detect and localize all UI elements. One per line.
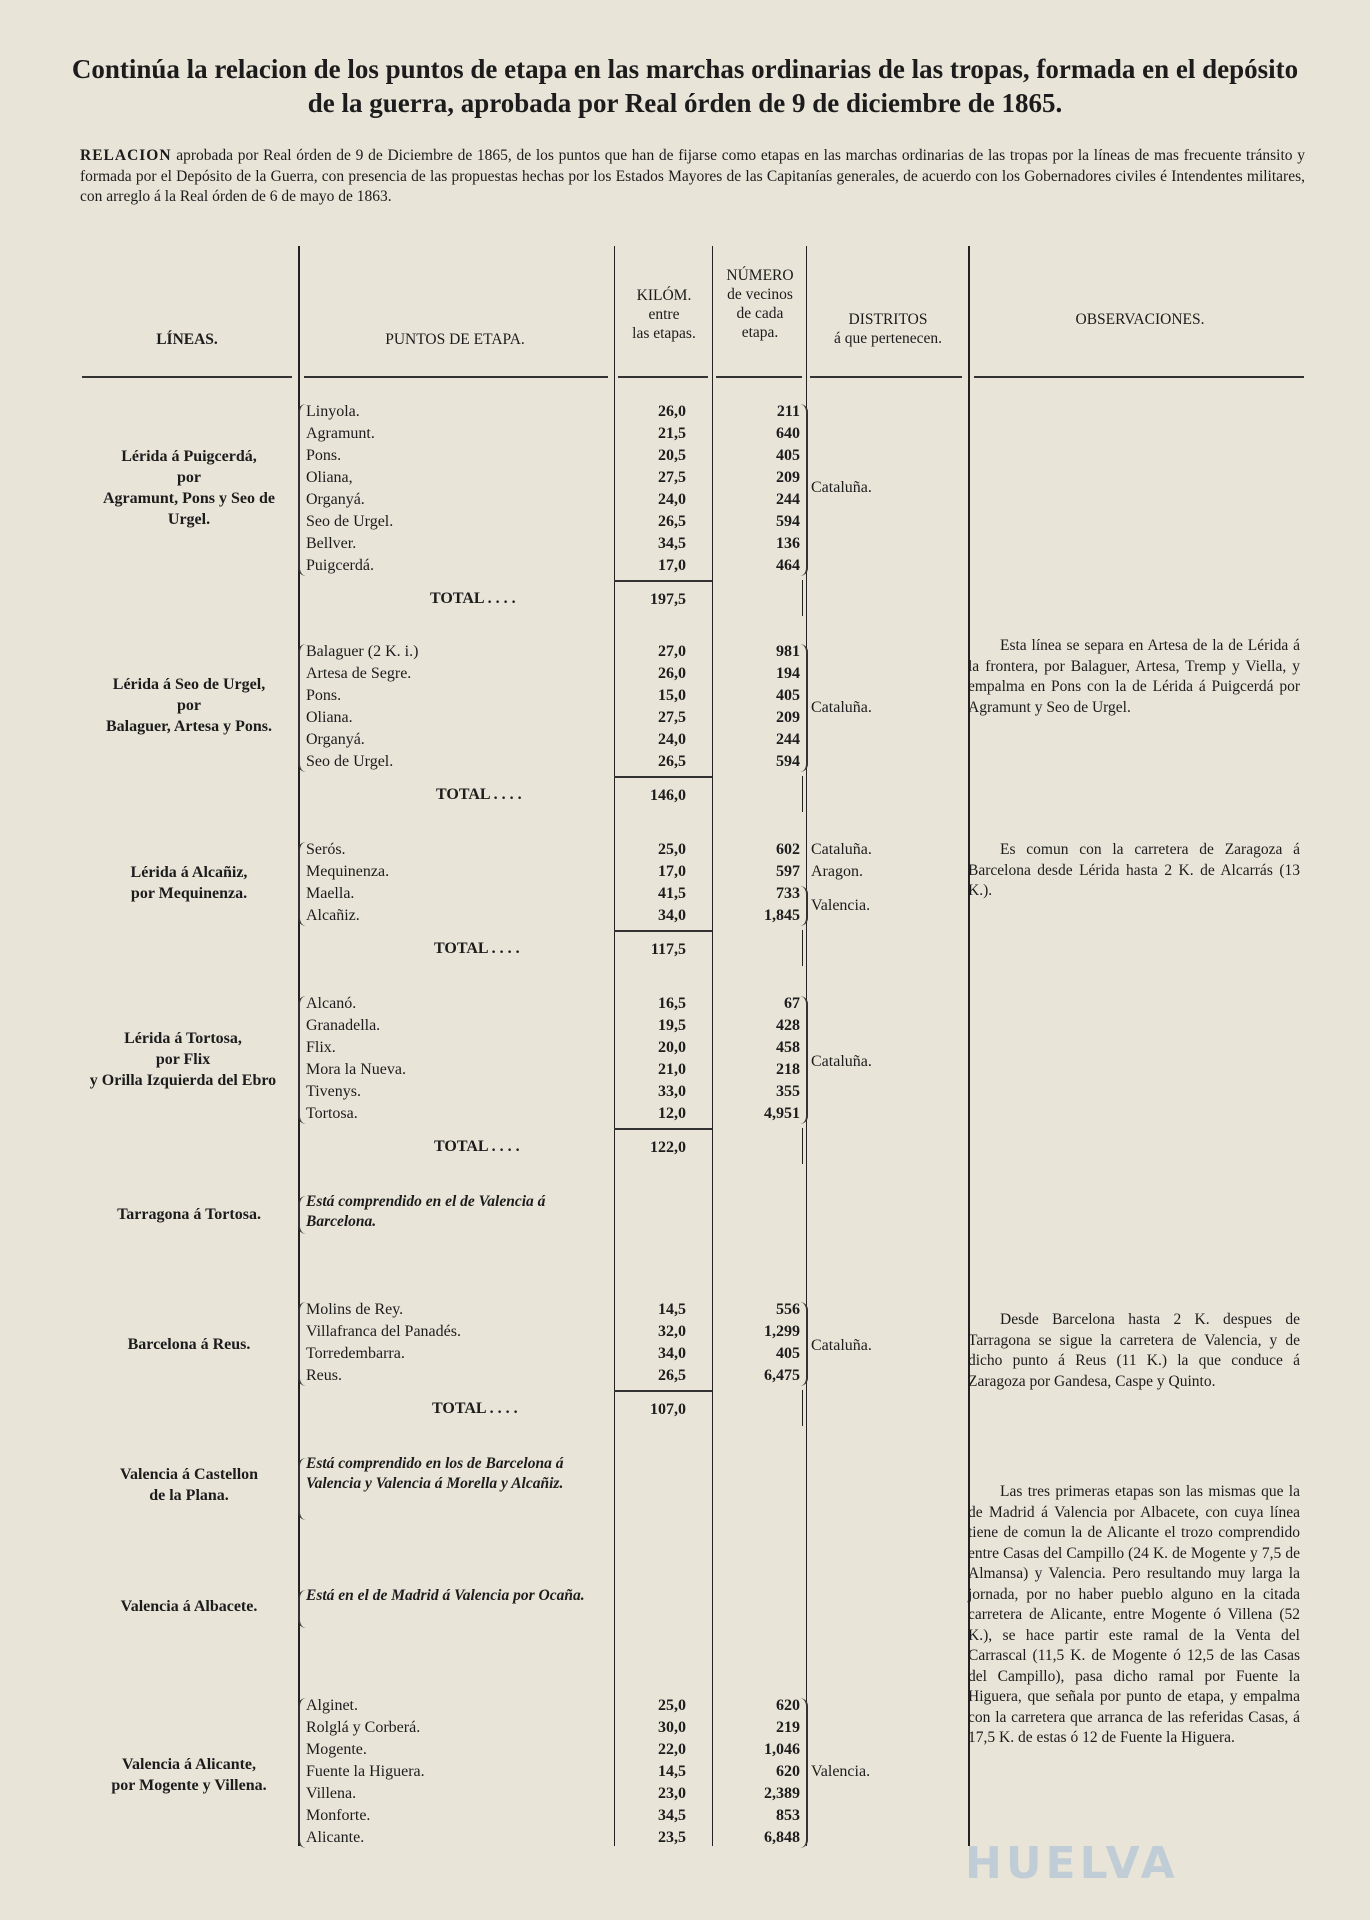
note: Está comprendido en el de Valencia á Barcelona. bbox=[306, 1193, 546, 1230]
km-value: 32,0 bbox=[658, 1323, 686, 1340]
km-value: 20,0 bbox=[658, 1039, 686, 1056]
km-value: 26,5 bbox=[658, 1367, 686, 1384]
vecinos-value: 209 bbox=[776, 709, 800, 726]
brace bbox=[298, 1196, 306, 1234]
km-value: 14,5 bbox=[658, 1301, 686, 1318]
vecinos-value: 6,475 bbox=[764, 1367, 800, 1384]
brace bbox=[298, 1302, 306, 1386]
district: Cataluña. bbox=[811, 479, 872, 496]
col-rule-2 bbox=[614, 246, 615, 1846]
stage-point: Linyola. bbox=[306, 403, 360, 420]
km-value: 12,0 bbox=[658, 1105, 686, 1122]
total-box-rule bbox=[802, 930, 803, 966]
brace bbox=[298, 842, 306, 926]
line-name: Lérida á Seo de Urgel, por Balaguer, Artesa y Pons. bbox=[105, 676, 273, 735]
vecinos-value: 594 bbox=[776, 753, 800, 770]
header-rule bbox=[974, 376, 1304, 378]
stage-point: Alicante. bbox=[306, 1829, 365, 1846]
km-value: 23,5 bbox=[658, 1829, 686, 1846]
vecinos-value: 733 bbox=[776, 885, 800, 902]
vecinos-value: 620 bbox=[776, 1697, 800, 1714]
vecinos-value: 1,046 bbox=[764, 1741, 800, 1758]
km-value: 14,5 bbox=[658, 1763, 686, 1780]
vecinos-value: 405 bbox=[776, 687, 800, 704]
observation: Desde Barcelona hasta 2 K. despues de Tarragona se sigue la carretera de Valencia, y de dicho punto á Reus (11 K.) la que conduce á Zaragoza por Gandesa, Caspe y Quinto. bbox=[968, 1311, 1300, 1390]
km-value: 15,0 bbox=[658, 687, 686, 704]
line-name: Lérida á Puigcerdá, por Agramunt, Pons y Seo de Urgel. bbox=[102, 448, 275, 528]
km-value: 26,0 bbox=[658, 403, 686, 420]
vecinos-value: 620 bbox=[776, 1763, 800, 1780]
brace bbox=[298, 1698, 306, 1848]
stage-point: Oliana, bbox=[306, 469, 353, 486]
stage-point: Balaguer (2 K. i.) bbox=[306, 643, 419, 660]
stage-point: Villafranca del Panadés. bbox=[306, 1323, 461, 1340]
km-value: 17,0 bbox=[658, 557, 686, 574]
stage-point: Mora la Nueva. bbox=[306, 1061, 406, 1078]
district: Valencia. bbox=[811, 897, 871, 914]
observation: Esta línea se separa en Artesa de la de Lérida á la frontera, por Balaguer, Artesa, Tremp y Viella, y empalma en Pons con la de Lérida á Puigcerdá por Agramunt y Seo de Urgel. bbox=[968, 637, 1300, 716]
km-value: 34,0 bbox=[658, 1345, 686, 1362]
vecinos-value: 6,848 bbox=[764, 1829, 800, 1846]
total-value: 122,0 bbox=[650, 1139, 686, 1156]
intro-paragraph bbox=[80, 146, 1305, 208]
total-box-rule bbox=[802, 1128, 803, 1164]
total-rule bbox=[614, 1390, 712, 1392]
km-value: 17,0 bbox=[658, 863, 686, 880]
vecinos-value: 211 bbox=[776, 403, 800, 420]
district: Cataluña. bbox=[811, 841, 872, 858]
stage-point: Alcañiz. bbox=[306, 907, 360, 924]
brace bbox=[800, 1698, 808, 1848]
district: Valencia. bbox=[811, 1763, 871, 1780]
intro-text: aprobada por Real órden de 9 de Diciembre de 1865, de los puntos que han de fijarse como etapas en las marchas ordinarias de las tropas por la líneas de mas frecuente tránsito y formada por el Depósito de la Guerra, con presencia de las propuestas hechas por los Estados Mayores de las Capitanías generales, de acuerdo con los Gobernadores civiles é Intendentes militares, con arreglo á la Real órden de 6 de mayo de 1863. bbox=[80, 147, 1305, 205]
vecinos-value: 1,845 bbox=[764, 907, 800, 924]
brace bbox=[298, 404, 306, 576]
line-name: Valencia á Castellon de la Plana. bbox=[119, 1466, 259, 1504]
total-value: 107,0 bbox=[650, 1401, 686, 1418]
vecinos-value: 244 bbox=[776, 491, 800, 508]
total-rule bbox=[614, 930, 712, 932]
vecinos-value: 428 bbox=[776, 1017, 800, 1034]
line-name: Valencia á Albacete. bbox=[120, 1598, 258, 1615]
header-kilom: KILÓM. entre las etapas. bbox=[632, 287, 696, 342]
km-value: 34,5 bbox=[658, 535, 686, 552]
km-value: 33,0 bbox=[658, 1083, 686, 1100]
stage-point: Torredembarra. bbox=[306, 1345, 405, 1362]
km-value: 21,0 bbox=[658, 1061, 686, 1078]
vecinos-value: 2,389 bbox=[764, 1785, 800, 1802]
km-value: 34,5 bbox=[658, 1807, 686, 1824]
vecinos-value: 556 bbox=[776, 1301, 800, 1318]
total-label: TOTAL . . . . bbox=[436, 786, 522, 803]
col-rule-3 bbox=[712, 246, 713, 1846]
total-label: TOTAL . . . . bbox=[434, 1138, 520, 1155]
vecinos-value: 194 bbox=[776, 665, 800, 682]
line-name: Tarragona á Tortosa. bbox=[117, 1206, 261, 1223]
header-rule bbox=[304, 376, 608, 378]
km-value: 30,0 bbox=[658, 1719, 686, 1736]
header-rule bbox=[618, 376, 708, 378]
district: Cataluña. bbox=[811, 1053, 872, 1070]
vecinos-value: 244 bbox=[776, 731, 800, 748]
vecinos-value: 594 bbox=[776, 513, 800, 530]
stage-point: Tortosa. bbox=[306, 1105, 358, 1122]
km-value: 26,0 bbox=[658, 665, 686, 682]
vecinos-value: 67 bbox=[784, 995, 800, 1012]
total-value: 197,5 bbox=[650, 591, 686, 608]
km-value: 20,5 bbox=[658, 447, 686, 464]
total-label: TOTAL . . . . bbox=[432, 1400, 518, 1417]
stage-point: Serós. bbox=[306, 841, 346, 858]
header-rule bbox=[82, 376, 292, 378]
line-name: Lérida á Alcañiz, por Mequinenza. bbox=[130, 864, 248, 902]
header-lineas: LÍNEAS. bbox=[156, 331, 218, 348]
vecinos-value: 4,951 bbox=[764, 1105, 800, 1122]
km-value: 41,5 bbox=[658, 885, 686, 902]
brace bbox=[800, 644, 808, 772]
stage-point: Oliana. bbox=[306, 709, 353, 726]
stage-point: Maella. bbox=[306, 885, 355, 902]
vecinos-value: 602 bbox=[776, 841, 800, 858]
stage-point: Mogente. bbox=[306, 1741, 367, 1758]
line-name: Valencia á Alicante, por Mogente y Villena. bbox=[111, 1756, 267, 1794]
district: Cataluña. bbox=[811, 1337, 872, 1354]
vecinos-value: 1,299 bbox=[764, 1323, 800, 1340]
total-rule bbox=[614, 580, 712, 582]
km-value: 34,0 bbox=[658, 907, 686, 924]
stage-point: Rolglá y Corberá. bbox=[306, 1719, 421, 1736]
stage-point: Pons. bbox=[306, 687, 342, 704]
stage-point: Alcanó. bbox=[306, 995, 357, 1012]
huelva-watermark: HUELVA bbox=[965, 1838, 1179, 1889]
vecinos-value: 405 bbox=[776, 447, 800, 464]
km-value: 26,5 bbox=[658, 753, 686, 770]
stage-point: Villena. bbox=[306, 1785, 357, 1802]
brace bbox=[298, 996, 306, 1124]
total-value: 146,0 bbox=[650, 787, 686, 804]
observation: Las tres primeras etapas son las mismas que la de Madrid á Valencia por Albacete, con cuya línea tiene de comun la de Alicante el trozo comprendido entre Casas del Campillo (24 K. de Mogente y 7,5 de Almansa) y Valencia. Pero resultando muy larga la jornada, por no haber pueblo alguno en la citada carretera de Alicante, entre Mogente ó Villena (52 K.), se hace partir este ramal de la Venta del Carrascal (11,5 K. de Mogente ó 12,5 de las Casas del Campillo), pasa dicho ramal por Fuente la Higuera, que señala por punto de etapa, y empalma con la carretera que arranca de las referidas Casas, á 17,5 K. de estas ó 12 de Fuente la Higuera. bbox=[968, 1483, 1300, 1746]
vecinos-value: 597 bbox=[776, 863, 800, 880]
stage-point: Organyá. bbox=[306, 731, 365, 748]
km-value: 24,0 bbox=[658, 731, 686, 748]
brace bbox=[298, 1590, 306, 1628]
note: Está comprendido en los de Barcelona á Valencia y Valencia á Morella y Alcañiz. bbox=[306, 1455, 564, 1492]
stage-point: Organyá. bbox=[306, 491, 365, 508]
stage-point: Agramunt. bbox=[306, 425, 375, 442]
stage-point: Fuente la Higuera. bbox=[306, 1763, 425, 1780]
stage-point: Molins de Rey. bbox=[306, 1301, 404, 1318]
observation: Es comun con la carretera de Zaragoza á Barcelona desde Lérida hasta 2 K. de Alcarrás (13 K.). bbox=[968, 841, 1300, 899]
km-value: 21,5 bbox=[658, 425, 686, 442]
total-box-rule bbox=[802, 776, 803, 812]
stage-point: Bellver. bbox=[306, 535, 357, 552]
stage-point: Puigcerdá. bbox=[306, 557, 374, 574]
brace bbox=[800, 886, 808, 926]
total-box-rule bbox=[802, 580, 803, 616]
stage-point: Tivenys. bbox=[306, 1083, 361, 1100]
line-name: Barcelona á Reus. bbox=[127, 1336, 251, 1353]
brace bbox=[800, 996, 808, 1124]
header-rule bbox=[716, 376, 802, 378]
total-label: TOTAL . . . . bbox=[430, 590, 516, 607]
km-value: 27,5 bbox=[658, 709, 686, 726]
total-box-rule bbox=[802, 1390, 803, 1426]
stage-point: Alginet. bbox=[306, 1697, 358, 1714]
stage-point: Seo de Urgel. bbox=[306, 513, 394, 530]
vecinos-value: 464 bbox=[776, 557, 800, 574]
brace bbox=[800, 1302, 808, 1386]
stage-point: Monforte. bbox=[306, 1807, 371, 1824]
total-rule bbox=[614, 1128, 712, 1130]
stage-point: Pons. bbox=[306, 447, 342, 464]
vecinos-value: 458 bbox=[776, 1039, 800, 1056]
header-puntos: PUNTOS DE ETAPA. bbox=[385, 331, 525, 348]
vecinos-value: 219 bbox=[776, 1719, 800, 1736]
km-value: 27,5 bbox=[658, 469, 686, 486]
stage-point: Seo de Urgel. bbox=[306, 753, 394, 770]
vecinos-value: 209 bbox=[776, 469, 800, 486]
stage-point: Artesa de Segre. bbox=[306, 665, 412, 682]
page-title: Continúa la relacion de los puntos de etapa en las marchas ordinarias de las tropas, formada en el depósito de la guerra, aprobada por Real órden de 9 de diciembre de 1865. bbox=[71, 54, 1299, 118]
km-value: 19,5 bbox=[658, 1017, 686, 1034]
brace bbox=[298, 1458, 306, 1520]
stage-point: Reus. bbox=[306, 1367, 342, 1384]
vecinos-value: 853 bbox=[776, 1807, 800, 1824]
total-label: TOTAL . . . . bbox=[434, 940, 520, 957]
km-value: 16,5 bbox=[658, 995, 686, 1012]
vecinos-value: 640 bbox=[776, 425, 800, 442]
brace bbox=[800, 404, 808, 576]
km-value: 24,0 bbox=[658, 491, 686, 508]
km-value: 23,0 bbox=[658, 1785, 686, 1802]
vecinos-value: 136 bbox=[776, 535, 800, 552]
total-value: 117,5 bbox=[650, 941, 686, 958]
km-value: 25,0 bbox=[658, 1697, 686, 1714]
km-value: 27,0 bbox=[658, 643, 686, 660]
km-value: 26,5 bbox=[658, 513, 686, 530]
vecinos-value: 981 bbox=[776, 643, 800, 660]
km-value: 22,0 bbox=[658, 1741, 686, 1758]
vecinos-value: 405 bbox=[776, 1345, 800, 1362]
line-name: Lérida á Tortosa, por Flix y Orilla Izquierda del Ebro bbox=[89, 1030, 277, 1089]
km-value: 25,0 bbox=[658, 841, 686, 858]
total-rule bbox=[614, 776, 712, 778]
stage-point: Flix. bbox=[306, 1039, 336, 1056]
header-rule bbox=[810, 376, 962, 378]
district: Aragon. bbox=[811, 863, 863, 880]
stage-point: Mequinenza. bbox=[306, 863, 390, 880]
district: Cataluña. bbox=[811, 699, 872, 716]
brace bbox=[298, 644, 306, 772]
note: Está en el de Madrid á Valencia por Ocaña. bbox=[306, 1587, 585, 1604]
header-distritos: DISTRITOS á que pertenecen. bbox=[833, 311, 942, 347]
vecinos-value: 218 bbox=[776, 1061, 800, 1078]
vecinos-value: 355 bbox=[776, 1083, 800, 1100]
header-numero: NÚMERO de vecinos de cada etapa. bbox=[726, 267, 794, 341]
stage-point: Granadella. bbox=[306, 1017, 381, 1034]
header-observaciones: OBSERVACIONES. bbox=[1075, 311, 1205, 328]
intro-lead: RELACION bbox=[80, 147, 172, 164]
